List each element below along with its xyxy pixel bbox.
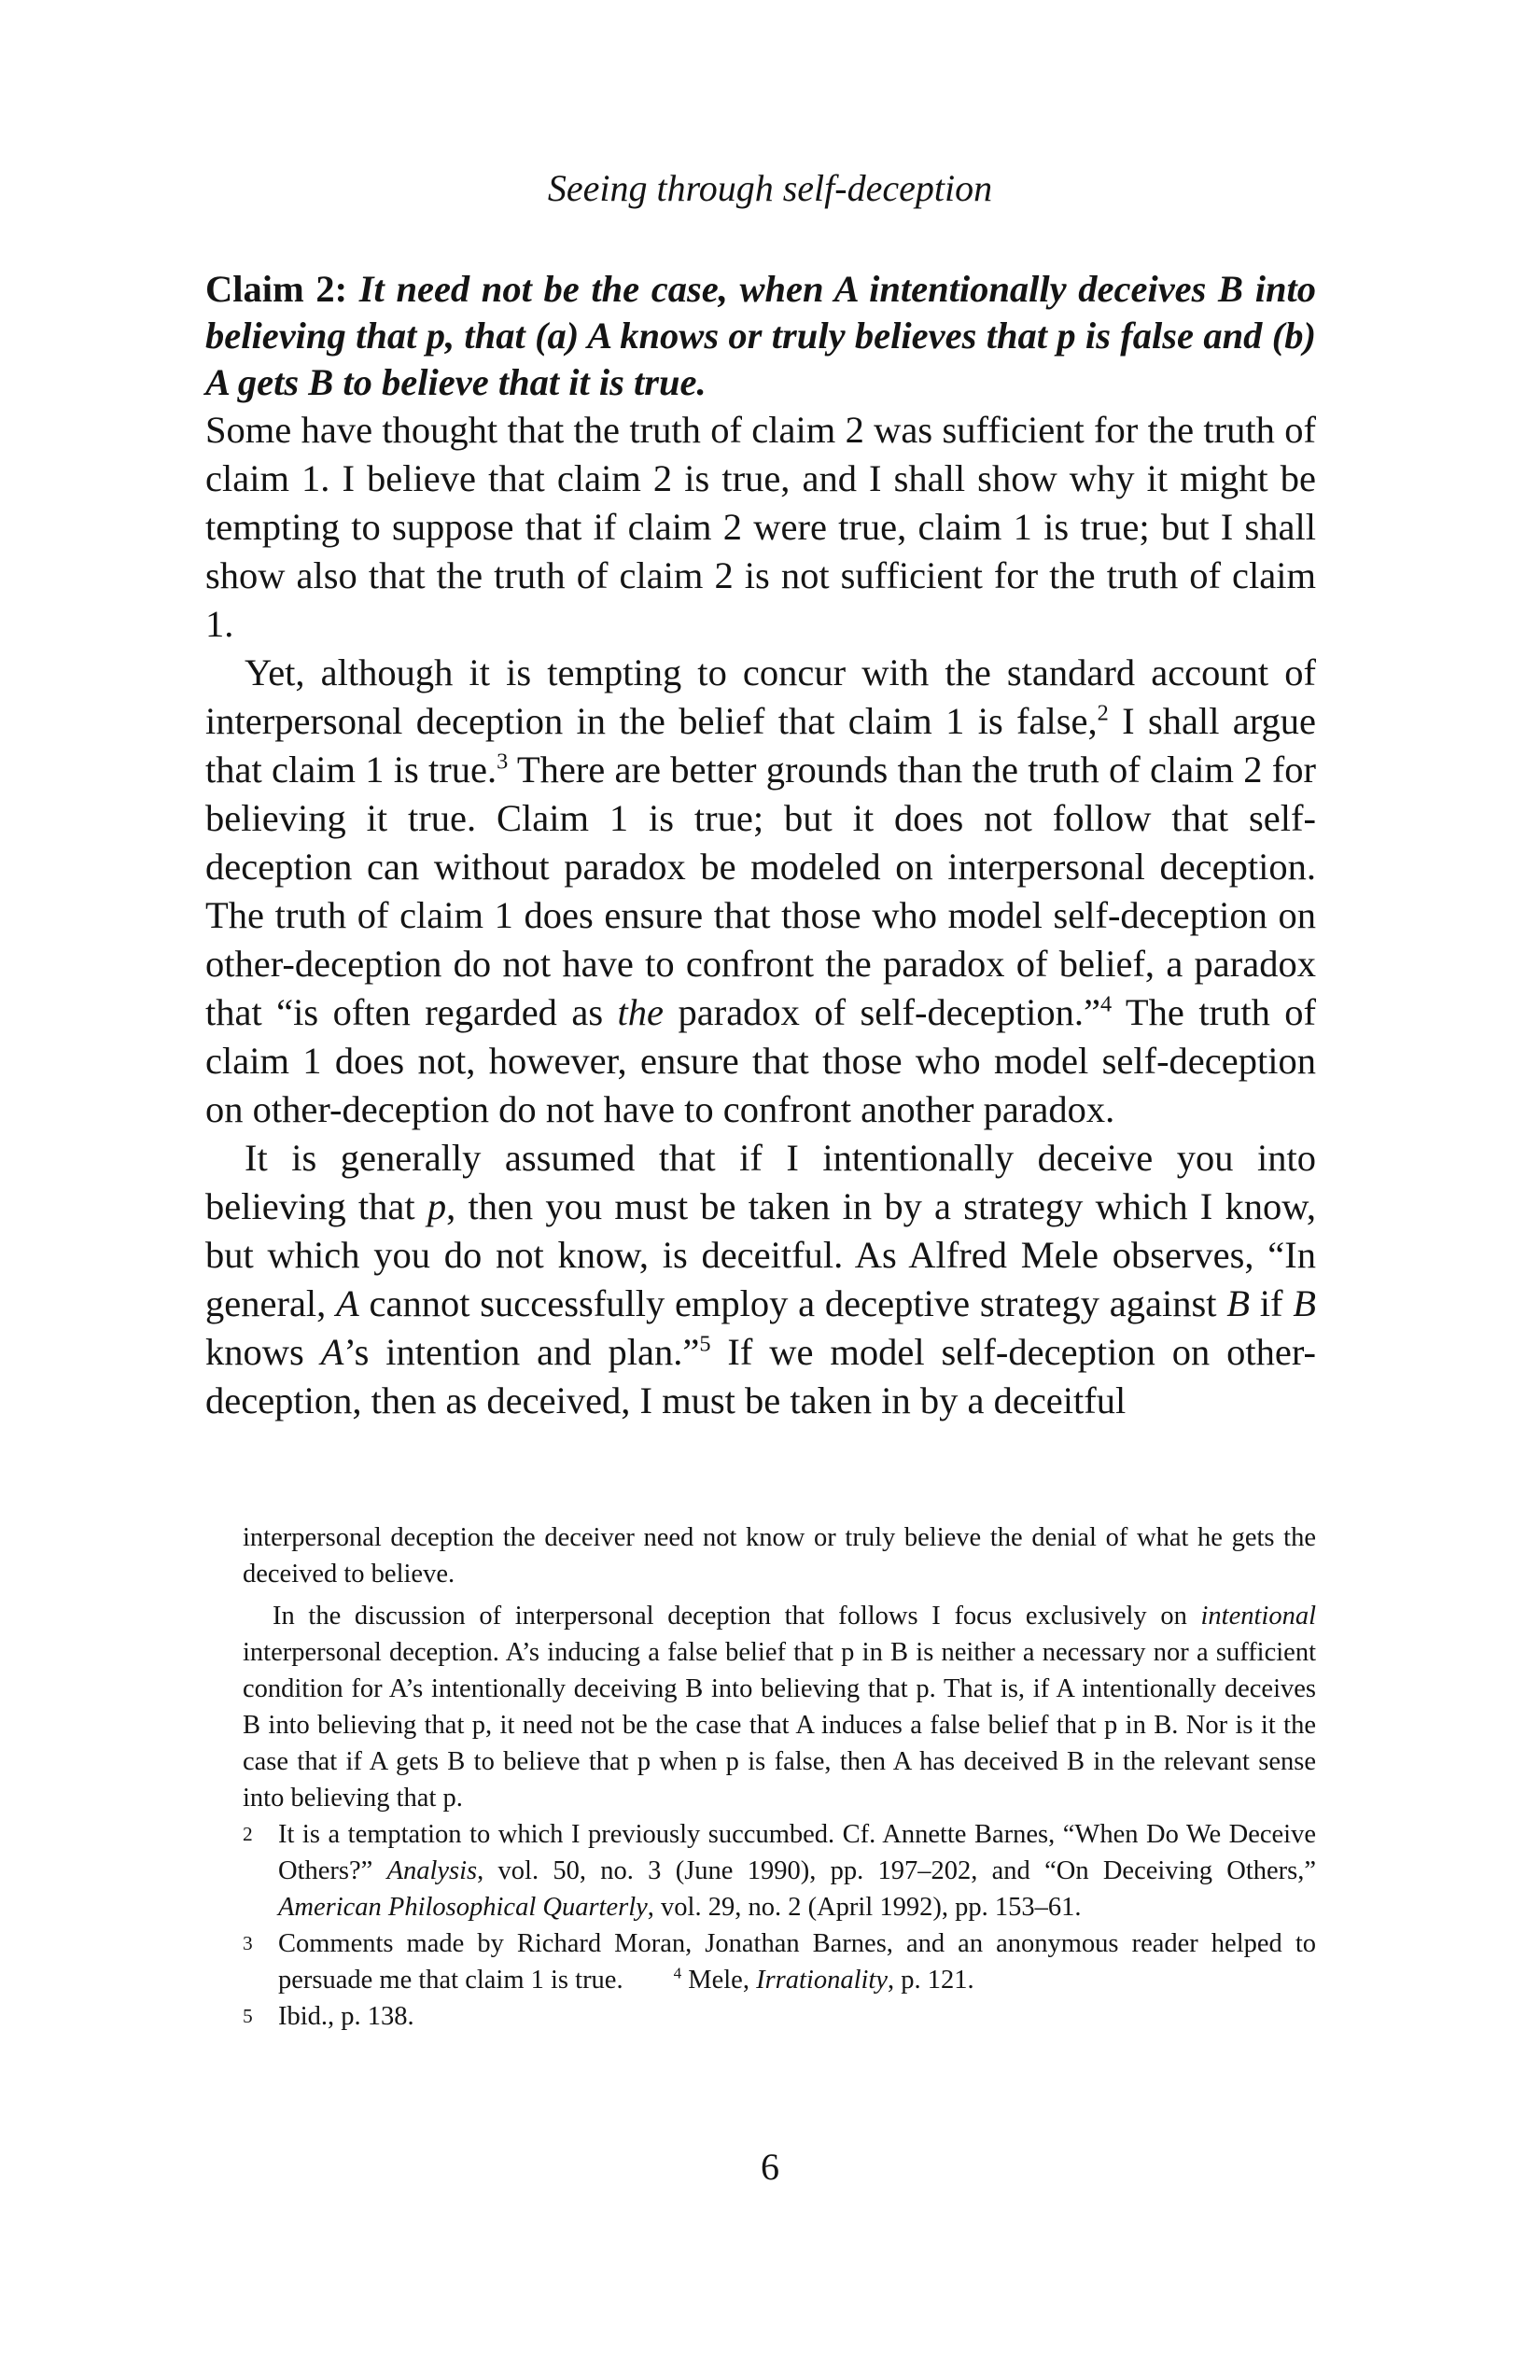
footnote-4: $^4$ Mele, Irrationality, p. 121. — [673, 1964, 974, 1995]
footnote-number: 4 — [673, 1964, 682, 1982]
footnote-2: 2 It is a temptation to which I previously succumbed. Cf. Annette Barnes, “When Do We Deceive Others?” Analysis, vol. 50, no. 3 (June 1990), pp. 197–202, and “On Deceiving Others,” American Philosophical Quarterly, vol. 29, no. 2 (April 1992), pp. 153–61. — [243, 1816, 1316, 1925]
footnote-5: 5 Ibid., p. 138. — [243, 1998, 1316, 2035]
main-text — [205, 266, 1316, 1425]
footnote-ref-5: 5 — [699, 1331, 711, 1357]
footnote-3: 3 Comments made by Richard Moran, Jonathan Barnes, and an anonymous reader helped to persuade me that claim 1 is true. $^4$ Mele, Irrationality, p. 121. — [243, 1925, 1316, 1998]
paragraph-2: Yet, although it is tempting to concur with the standard account of interpersonal deception in the belief that claim 1 is false,$^2$ I shall argue that claim 1 is true.$^3$ There are better grounds than the truth of claim 2 for believing it true. Claim 1 is true; but it does not follow that self-deception can without paradox be modeled on interpersonal deception. The truth of claim 1 does ensure that those who model self-deception on other-deception do not have to confront the paradox of belief, a paradox that “is often regarded as the paradox of self-deception.”$^4$ The truth of claim 1 does not, however, ensure that those who model self-deception on other-deception do not have to confront another paradox. — [205, 651, 1316, 1130]
footnotes — [243, 1519, 1316, 2035]
paragraph-3: It is generally assumed that if I intentionally deceive you into believing that p, then you must be taken in by a strategy which I know, but which you do not know, is deceitful. As Alfred Mele observes, “In general, A cannot successfully employ a deceptive strategy against B if B knows A’s intention and plan.”$^5$ If we model self-deception on other-deception, then as deceived, I must be taken in by a deceitful — [205, 1137, 1316, 1421]
footnote-number: 5 — [243, 2005, 253, 2027]
paragraph-1: Some have thought that the truth of claim 2 was sufficient for the truth of claim 1. I believe that claim 2 is true, and I shall show why it might be tempting to suppose that if claim 2 were true, claim 1 is true; but I shall show also that the truth of claim 2 is not sufficient for the truth of claim 1. — [205, 409, 1316, 645]
claim-label: Claim 2: — [205, 268, 348, 310]
footnote-ref-4: 4 — [1100, 991, 1113, 1017]
footnote-number: 2 — [243, 1823, 253, 1845]
footnote-paragraph: In the discussion of interpersonal deception that follows I focus exclusively on intentional interpersonal deception. A’s inducing a false belief that p in B is neither a necessary nor a sufficient condition for A’s intentionally deceiving B into believing that p. That is, if A intentionally deceives B into believing that p, it need not be the case that A induces a false belief that p in B. Nor is it the case that if A gets B to believe that p when p is false, then A has deceived B in the relevant sense into believing that p. — [243, 1602, 1316, 1813]
page-number: 6 — [761, 2146, 779, 2188]
claim-text: It need not be the case, when A intentionally deceives B into believing that p, that (a) A knows or truly believes that p is false and (b) A gets B to believe that it is true. — [205, 268, 1316, 403]
running-head: Seeing through self-deception — [547, 167, 993, 209]
claim-2 — [205, 266, 1316, 406]
footnote-carryover: interpersonal deception the deceiver need not know or truly believe the denial of what he gets the deceived to believe. — [243, 1523, 1316, 1589]
footnote-number: 3 — [243, 1932, 253, 1954]
footnote-ref-3: 3 — [497, 749, 509, 775]
footnote-ref-2: 2 — [1097, 700, 1109, 726]
